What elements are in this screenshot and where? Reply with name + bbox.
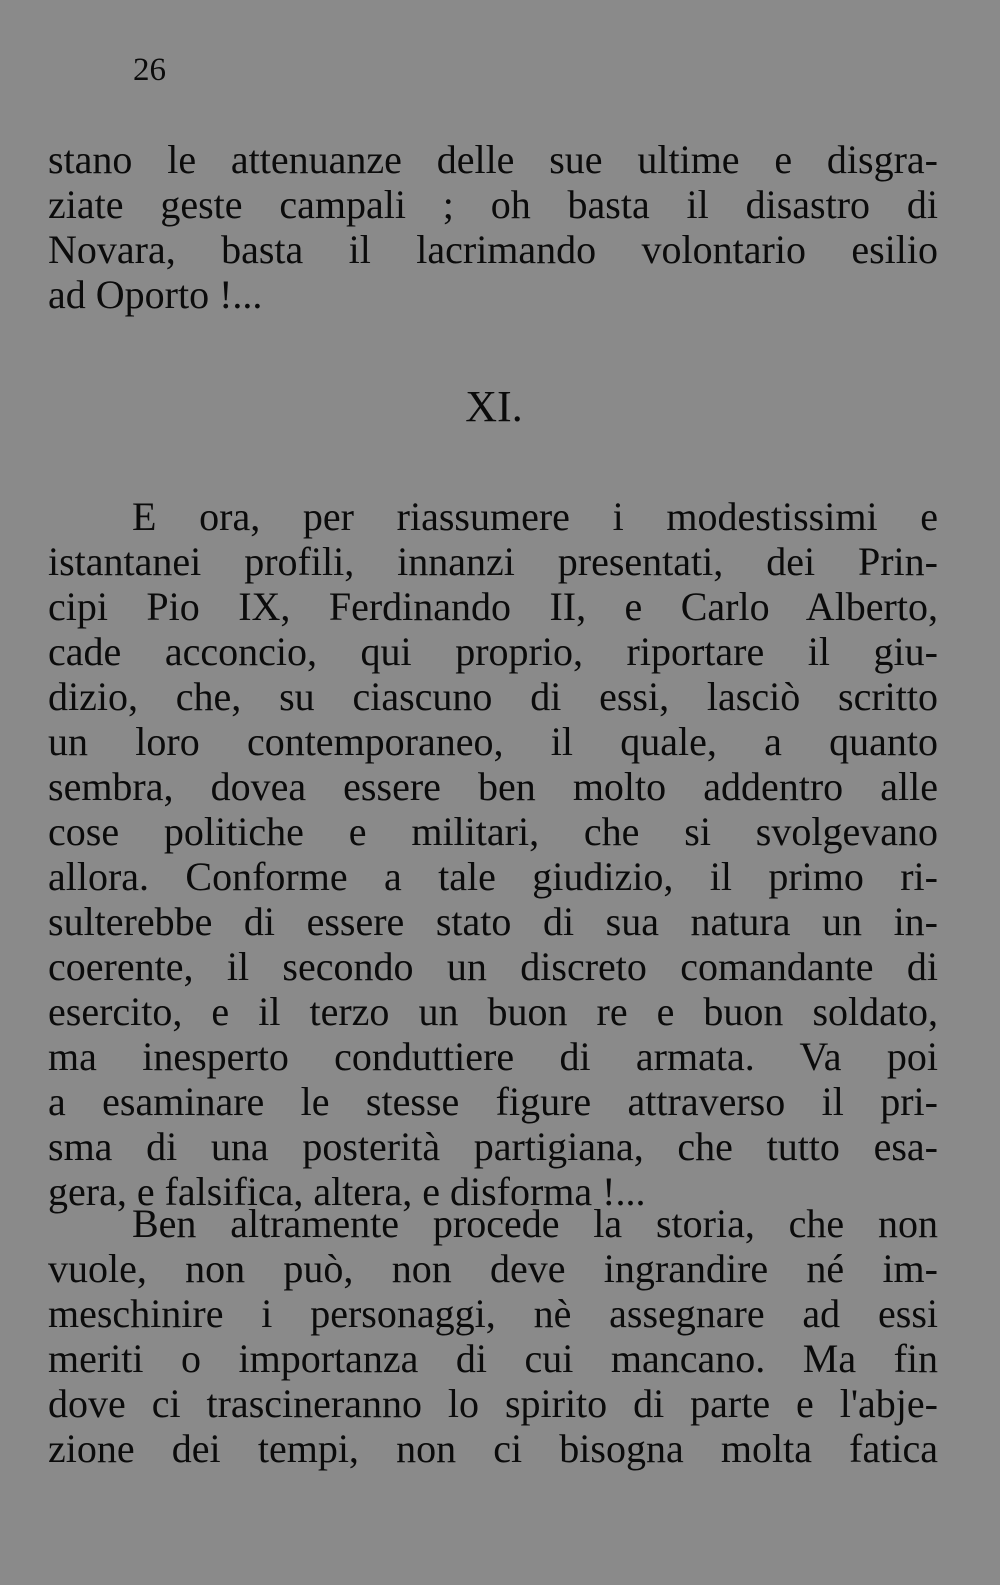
text-line: dizio, che, su ciascuno di essi, lasciò scritto (48, 674, 938, 719)
text-line: stano le attenuanze delle sue ultime e disgra- (48, 137, 938, 182)
text-line: allora. Conforme a tale giudizio, il primo ri- (48, 854, 938, 899)
paragraph-1 (48, 494, 938, 1214)
intro-paragraph (48, 137, 938, 317)
text-line: coerente, il secondo un discreto comandante di (48, 944, 938, 989)
section-heading-label: XI. (465, 382, 523, 431)
text-line: cipi Pio IX, Ferdinando II, e Carlo Alberto, (48, 584, 938, 629)
text-line: sembra, dovea essere ben molto addentro alle (48, 764, 938, 809)
text-line: a esaminare le stesse figure attraverso il pri- (48, 1079, 938, 1124)
text-line: Ben altramente procede la storia, che non (132, 1201, 938, 1246)
paragraph-2 (48, 1201, 938, 1471)
text-line: meriti o importanza di cui mancano. Ma fin (48, 1336, 938, 1381)
text-line: sma di una posterità partigiana, che tutto esa- (48, 1124, 938, 1169)
text-line: E ora, per riassumere i modestissimi e (132, 494, 938, 539)
text-line: Novara, basta il lacrimando volontario esilio (48, 227, 938, 272)
text-line: cade acconcio, qui proprio, riportare il giu- (48, 629, 938, 674)
section-heading (0, 382, 1000, 432)
text-line: istantanei profili, innanzi presentati, dei Prin- (48, 539, 938, 584)
text-line: gera, e falsifica, altera, e disforma !... (48, 1169, 646, 1214)
text-line: zione dei tempi, non ci bisogna molta fatica (48, 1426, 938, 1471)
text-line: meschinire i personaggi, nè assegnare ad essi (48, 1291, 938, 1336)
text-line: ad Oporto !... (48, 272, 263, 317)
text-line: ziate geste campali ; oh basta il disastro di (48, 182, 938, 227)
text-line: dove ci trascineranno lo spirito di parte e l'abje- (48, 1381, 938, 1426)
page-number: 26 (133, 52, 166, 88)
text-line: un loro contemporaneo, il quale, a quanto (48, 719, 938, 764)
text-line: esercito, e il terzo un buon re e buon soldato, (48, 989, 938, 1034)
text-line: ma inesperto conduttiere di armata. Va poi (48, 1034, 938, 1079)
text-line: vuole, non può, non deve ingrandire né im- (48, 1246, 938, 1291)
text-line: cose politiche e militari, che si svolgevano (48, 809, 938, 854)
text-line: sulterebbe di essere stato di sua natura un in- (48, 899, 938, 944)
